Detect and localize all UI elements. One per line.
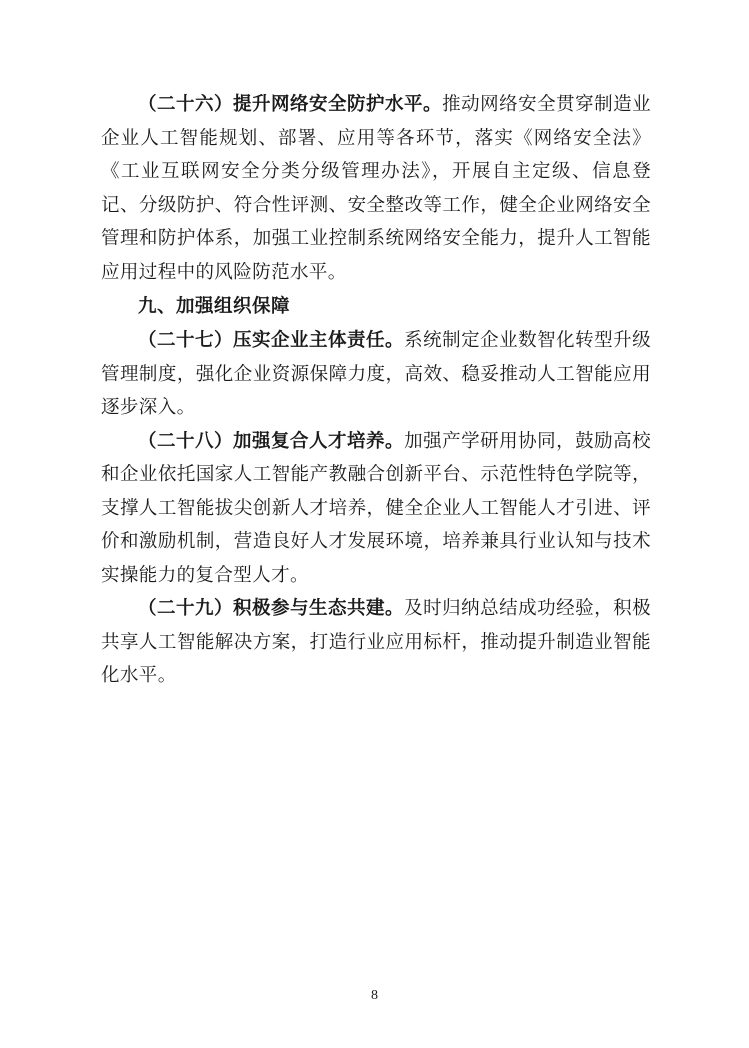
paragraph-28-lead: （二十八）加强复合人才培养。 [138, 430, 405, 452]
paragraph-27-body: 系统制定企业数智化转型升级管理制度，强化企业资源保障力度，高效、稳妥推动人工智能应用逐步深入。 [101, 330, 652, 418]
paragraph-28-body: 加强产学研用协同，鼓励高校和企业依托国家人工智能产教融合创新平台、示范性特色学院等，支撑人工智能拔尖创新人才培养，健全企业人工智能人才引进、评价和激励机制，营造良好人才发展环境，培养兼具行业认知与技术实操能力的复合型人才。 [101, 430, 652, 586]
paragraph-28 [101, 425, 651, 593]
page-number: 8 [371, 988, 378, 1003]
paragraph-29 [101, 592, 651, 693]
paragraph-26-lead: （二十六）提升网络安全防护水平。 [138, 94, 443, 115]
paragraph-26 [101, 88, 651, 289]
paragraph-27 [101, 324, 651, 425]
paragraph-29-body: 及时归纳总结成功经验，积极共享人工智能解决方案，打造行业应用标杆，推动提升制造业智能化水平。 [101, 598, 652, 686]
paragraph-26-body: 推动网络安全贯穿制造业企业人工智能规划、部署、应用等各环节，落实《网络安全法》《工业互联网安全分类分级管理办法》，开展自主定级、信息登记、分级防护、符合性评测、安全整改等工作，健全企业网络安全管理和防护体系，加强工业控制系统网络安全能力，提升人工智能应用过程中的风险防范水平。 [101, 94, 651, 283]
paragraph-27-lead: （二十七）压实企业主体责任。 [138, 330, 405, 351]
paragraph-29-lead: （二十九）积极参与生态共建。 [138, 598, 405, 619]
document-body [101, 88, 651, 693]
section-heading: 九、加强组织保障 [138, 296, 291, 317]
